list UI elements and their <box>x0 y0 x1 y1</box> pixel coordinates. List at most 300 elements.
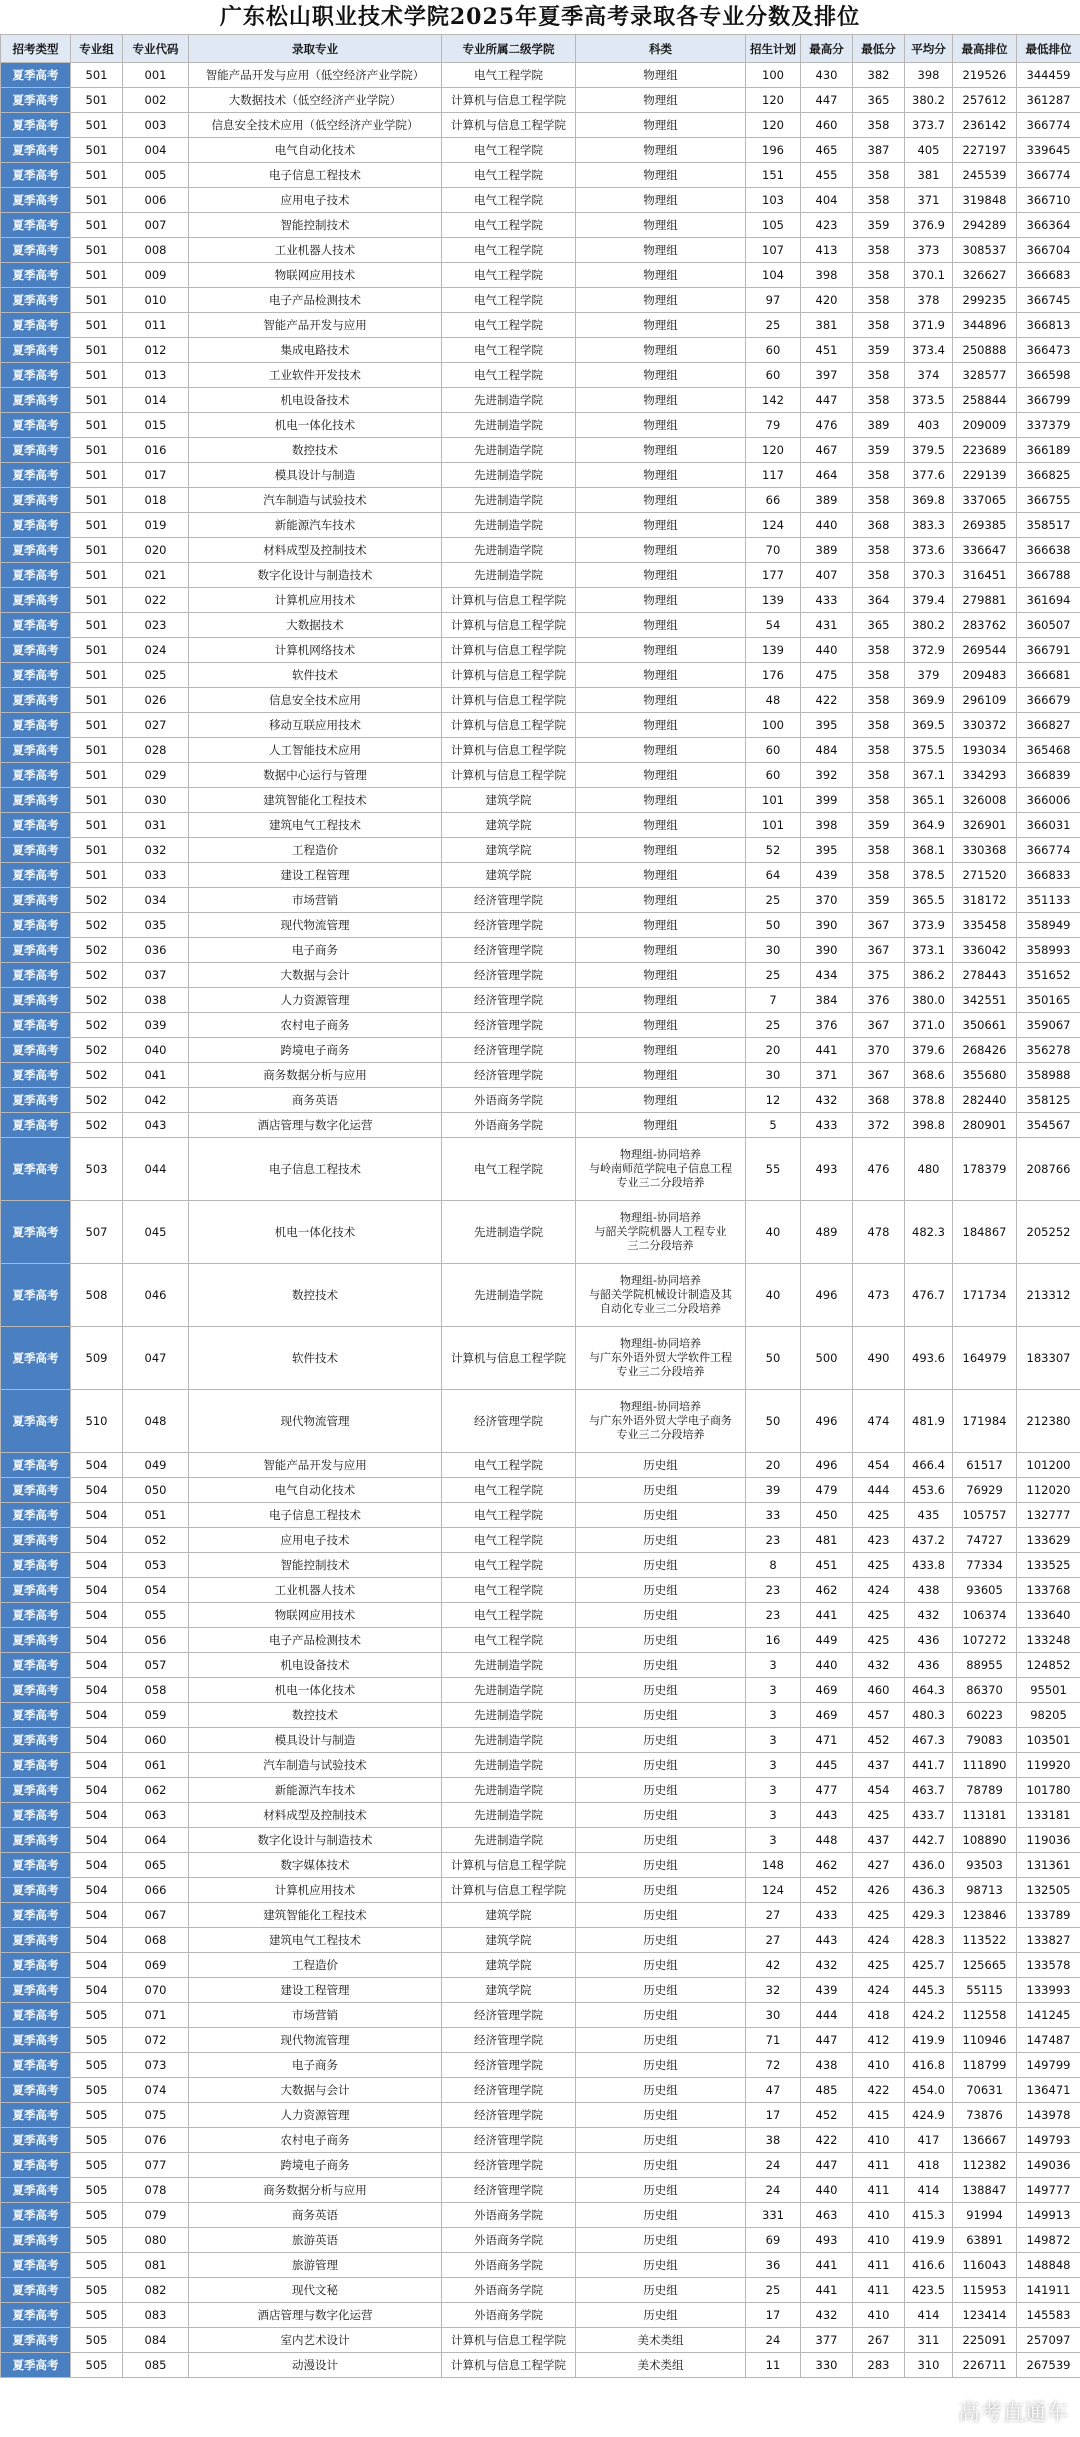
track-cell: 历史组 <box>576 2253 746 2278</box>
plan-cell: 3 <box>746 1678 801 1703</box>
avg-score-cell: 481.9 <box>905 1390 953 1453</box>
table-row <box>1 1828 1080 1853</box>
type-cell: 夏季高考 <box>1 113 71 138</box>
group-cell: 501 <box>71 63 123 88</box>
type-cell: 夏季高考 <box>1 488 71 513</box>
plan-cell: 97 <box>746 288 801 313</box>
plan-cell: 101 <box>746 813 801 838</box>
major-cell: 计算机应用技术 <box>189 1878 442 1903</box>
max-rank-cell: 55115 <box>953 1978 1017 2003</box>
table-row <box>1 313 1080 338</box>
avg-score-cell: 383.3 <box>905 513 953 538</box>
max-score-cell: 469 <box>801 1703 853 1728</box>
avg-score-cell: 310 <box>905 2353 953 2378</box>
avg-score-cell: 424.9 <box>905 2103 953 2128</box>
plan-cell: 120 <box>746 113 801 138</box>
plan-cell: 124 <box>746 513 801 538</box>
college-cell: 计算机与信息工程学院 <box>442 88 576 113</box>
group-cell: 502 <box>71 1013 123 1038</box>
plan-cell: 24 <box>746 2178 801 2203</box>
min-score-cell: 389 <box>853 413 905 438</box>
header-cell: 录取专业 <box>189 35 442 63</box>
min-rank-cell: 101200 <box>1017 1453 1080 1478</box>
major-cell: 工业机器人技术 <box>189 238 442 263</box>
max-rank-cell: 78789 <box>953 1778 1017 1803</box>
avg-score-cell: 414 <box>905 2178 953 2203</box>
table-row <box>1 1678 1080 1703</box>
table-row <box>1 2153 1080 2178</box>
type-cell: 夏季高考 <box>1 138 71 163</box>
table-row <box>1 1628 1080 1653</box>
college-cell: 先进制造学院 <box>442 463 576 488</box>
major-cell: 商务英语 <box>189 1088 442 1113</box>
code-cell: 057 <box>123 1653 189 1678</box>
track-cell: 历史组 <box>576 1553 746 1578</box>
group-cell: 505 <box>71 2353 123 2378</box>
track-cell: 物理组-协同培养 与韶关学院机械设计制造及其 自动化专业三二分段培养 <box>576 1264 746 1327</box>
major-cell: 商务数据分析与应用 <box>189 2178 442 2203</box>
min-rank-cell: 351652 <box>1017 963 1080 988</box>
min-score-cell: 437 <box>853 1828 905 1853</box>
group-cell: 501 <box>71 563 123 588</box>
table-row <box>1 1928 1080 1953</box>
plan-cell: 105 <box>746 213 801 238</box>
college-cell: 计算机与信息工程学院 <box>442 113 576 138</box>
college-cell: 先进制造学院 <box>442 538 576 563</box>
min-score-cell: 370 <box>853 1038 905 1063</box>
min-rank-cell: 366833 <box>1017 863 1080 888</box>
max-score-cell: 433 <box>801 1903 853 1928</box>
group-cell: 501 <box>71 738 123 763</box>
min-rank-cell: 147487 <box>1017 2028 1080 2053</box>
track-cell: 历史组 <box>576 2053 746 2078</box>
max-score-cell: 465 <box>801 138 853 163</box>
max-rank-cell: 227197 <box>953 138 1017 163</box>
avg-score-cell: 374 <box>905 363 953 388</box>
max-score-cell: 404 <box>801 188 853 213</box>
group-cell: 502 <box>71 913 123 938</box>
min-rank-cell: 267539 <box>1017 2353 1080 2378</box>
type-cell: 夏季高考 <box>1 638 71 663</box>
major-cell: 汽车制造与试验技术 <box>189 488 442 513</box>
avg-score-cell: 378.5 <box>905 863 953 888</box>
code-cell: 070 <box>123 1978 189 2003</box>
major-cell: 现代物流管理 <box>189 2028 442 2053</box>
max-score-cell: 444 <box>801 2003 853 2028</box>
min-rank-cell: 366189 <box>1017 438 1080 463</box>
min-rank-cell: 149036 <box>1017 2153 1080 2178</box>
min-score-cell: 358 <box>853 738 905 763</box>
group-cell: 502 <box>71 938 123 963</box>
min-rank-cell: 119920 <box>1017 1753 1080 1778</box>
track-cell: 物理组 <box>576 138 746 163</box>
plan-cell: 66 <box>746 488 801 513</box>
college-cell: 计算机与信息工程学院 <box>442 1853 576 1878</box>
college-cell: 电气工程学院 <box>442 1478 576 1503</box>
major-cell: 商务英语 <box>189 2203 442 2228</box>
max-rank-cell: 112382 <box>953 2153 1017 2178</box>
table-row <box>1 838 1080 863</box>
college-cell: 先进制造学院 <box>442 388 576 413</box>
min-score-cell: 367 <box>853 1063 905 1088</box>
group-cell: 504 <box>71 1803 123 1828</box>
college-cell: 计算机与信息工程学院 <box>442 2328 576 2353</box>
code-cell: 003 <box>123 113 189 138</box>
college-cell: 外语商务学院 <box>442 2278 576 2303</box>
plan-cell: 196 <box>746 138 801 163</box>
max-score-cell: 439 <box>801 1978 853 2003</box>
plan-cell: 142 <box>746 388 801 413</box>
track-cell: 物理组-协同培养 与岭南师范学院电子信息工程 专业三二分段培养 <box>576 1138 746 1201</box>
table-body <box>1 63 1080 2378</box>
min-rank-cell: 359067 <box>1017 1013 1080 1038</box>
track-cell: 历史组 <box>576 2128 746 2153</box>
group-cell: 504 <box>71 1728 123 1753</box>
avg-score-cell: 433.7 <box>905 1803 953 1828</box>
plan-cell: 69 <box>746 2228 801 2253</box>
college-cell: 先进制造学院 <box>442 1828 576 1853</box>
plan-cell: 39 <box>746 1478 801 1503</box>
table-row <box>1 238 1080 263</box>
min-rank-cell: 133629 <box>1017 1528 1080 1553</box>
college-cell: 电气工程学院 <box>442 1603 576 1628</box>
max-rank-cell: 355680 <box>953 1063 1017 1088</box>
type-cell: 夏季高考 <box>1 263 71 288</box>
track-cell: 物理组 <box>576 638 746 663</box>
plan-cell: 3 <box>746 1803 801 1828</box>
max-rank-cell: 70631 <box>953 2078 1017 2103</box>
major-cell: 物联网应用技术 <box>189 263 442 288</box>
min-rank-cell: 141911 <box>1017 2278 1080 2303</box>
major-cell: 酒店管理与数字化运营 <box>189 1113 442 1138</box>
track-cell: 物理组 <box>576 813 746 838</box>
type-cell: 夏季高考 <box>1 2228 71 2253</box>
group-cell: 501 <box>71 263 123 288</box>
college-cell: 先进制造学院 <box>442 1201 576 1264</box>
college-cell: 电气工程学院 <box>442 63 576 88</box>
avg-score-cell: 405 <box>905 138 953 163</box>
max-score-cell: 432 <box>801 1088 853 1113</box>
college-cell: 经济管理学院 <box>442 888 576 913</box>
type-cell: 夏季高考 <box>1 1778 71 1803</box>
avg-score-cell: 379.5 <box>905 438 953 463</box>
plan-cell: 17 <box>746 2103 801 2128</box>
max-score-cell: 452 <box>801 1878 853 1903</box>
min-score-cell: 410 <box>853 2053 905 2078</box>
avg-score-cell: 480 <box>905 1138 953 1201</box>
group-cell: 504 <box>71 1453 123 1478</box>
group-cell: 504 <box>71 1978 123 2003</box>
max-rank-cell: 171984 <box>953 1390 1017 1453</box>
college-cell: 外语商务学院 <box>442 2228 576 2253</box>
max-rank-cell: 73876 <box>953 2103 1017 2128</box>
code-cell: 030 <box>123 788 189 813</box>
max-rank-cell: 209009 <box>953 413 1017 438</box>
group-cell: 504 <box>71 1628 123 1653</box>
header-cell: 专业组 <box>71 35 123 63</box>
code-cell: 031 <box>123 813 189 838</box>
max-score-cell: 432 <box>801 1953 853 1978</box>
type-cell: 夏季高考 <box>1 2203 71 2228</box>
college-cell: 经济管理学院 <box>442 1390 576 1453</box>
min-score-cell: 425 <box>853 1503 905 1528</box>
avg-score-cell: 375.5 <box>905 738 953 763</box>
table-row <box>1 2128 1080 2153</box>
min-rank-cell: 148848 <box>1017 2253 1080 2278</box>
max-rank-cell: 336042 <box>953 938 1017 963</box>
plan-cell: 176 <box>746 663 801 688</box>
type-cell: 夏季高考 <box>1 63 71 88</box>
min-rank-cell: 366031 <box>1017 813 1080 838</box>
group-cell: 501 <box>71 163 123 188</box>
max-score-cell: 484 <box>801 738 853 763</box>
min-rank-cell: 366683 <box>1017 263 1080 288</box>
max-score-cell: 441 <box>801 1038 853 1063</box>
table-row <box>1 188 1080 213</box>
min-rank-cell: 365468 <box>1017 738 1080 763</box>
avg-score-cell: 386.2 <box>905 963 953 988</box>
min-rank-cell: 133789 <box>1017 1903 1080 1928</box>
max-rank-cell: 337065 <box>953 488 1017 513</box>
header-cell: 科类 <box>576 35 746 63</box>
max-rank-cell: 123414 <box>953 2303 1017 2328</box>
min-score-cell: 425 <box>853 1603 905 1628</box>
max-score-cell: 485 <box>801 2078 853 2103</box>
table-row <box>1 863 1080 888</box>
table-row <box>1 1703 1080 1728</box>
max-score-cell: 455 <box>801 163 853 188</box>
avg-score-cell: 467.3 <box>905 1728 953 1753</box>
table-row <box>1 513 1080 538</box>
type-cell: 夏季高考 <box>1 1678 71 1703</box>
plan-cell: 50 <box>746 1390 801 1453</box>
major-cell: 机电设备技术 <box>189 1653 442 1678</box>
avg-score-cell: 381 <box>905 163 953 188</box>
track-cell: 历史组 <box>576 1603 746 1628</box>
major-cell: 工业软件开发技术 <box>189 363 442 388</box>
college-cell: 建筑学院 <box>442 838 576 863</box>
plan-cell: 47 <box>746 2078 801 2103</box>
max-score-cell: 489 <box>801 1201 853 1264</box>
code-cell: 055 <box>123 1603 189 1628</box>
table-row <box>1 1013 1080 1038</box>
min-rank-cell: 354567 <box>1017 1113 1080 1138</box>
code-cell: 033 <box>123 863 189 888</box>
track-cell: 历史组 <box>576 1728 746 1753</box>
college-cell: 经济管理学院 <box>442 2178 576 2203</box>
min-score-cell: 368 <box>853 1088 905 1113</box>
min-score-cell: 359 <box>853 813 905 838</box>
min-rank-cell: 337379 <box>1017 413 1080 438</box>
avg-score-cell: 476.7 <box>905 1264 953 1327</box>
code-cell: 023 <box>123 613 189 638</box>
code-cell: 021 <box>123 563 189 588</box>
type-cell: 夏季高考 <box>1 513 71 538</box>
group-cell: 505 <box>71 2278 123 2303</box>
plan-cell: 30 <box>746 1063 801 1088</box>
min-rank-cell: 339645 <box>1017 138 1080 163</box>
track-cell: 物理组 <box>576 663 746 688</box>
code-cell: 078 <box>123 2178 189 2203</box>
min-score-cell: 358 <box>853 713 905 738</box>
max-score-cell: 447 <box>801 2153 853 2178</box>
type-cell: 夏季高考 <box>1 438 71 463</box>
min-score-cell: 424 <box>853 1578 905 1603</box>
code-cell: 073 <box>123 2053 189 2078</box>
min-score-cell: 460 <box>853 1678 905 1703</box>
code-cell: 061 <box>123 1753 189 1778</box>
min-score-cell: 358 <box>853 313 905 338</box>
max-rank-cell: 219526 <box>953 63 1017 88</box>
track-cell: 历史组 <box>576 1928 746 1953</box>
college-cell: 电气工程学院 <box>442 363 576 388</box>
plan-cell: 16 <box>746 1628 801 1653</box>
major-cell: 跨境电子商务 <box>189 1038 442 1063</box>
group-cell: 501 <box>71 838 123 863</box>
table-row <box>1 563 1080 588</box>
code-cell: 014 <box>123 388 189 413</box>
plan-cell: 17 <box>746 2303 801 2328</box>
max-score-cell: 496 <box>801 1390 853 1453</box>
type-cell: 夏季高考 <box>1 788 71 813</box>
code-cell: 001 <box>123 63 189 88</box>
group-cell: 501 <box>71 188 123 213</box>
avg-score-cell: 466.4 <box>905 1453 953 1478</box>
min-score-cell: 425 <box>853 1803 905 1828</box>
max-score-cell: 389 <box>801 538 853 563</box>
code-cell: 039 <box>123 1013 189 1038</box>
max-score-cell: 407 <box>801 563 853 588</box>
min-score-cell: 410 <box>853 2128 905 2153</box>
max-score-cell: 420 <box>801 288 853 313</box>
major-cell: 人工智能技术应用 <box>189 738 442 763</box>
min-score-cell: 372 <box>853 1113 905 1138</box>
college-cell: 先进制造学院 <box>442 563 576 588</box>
max-rank-cell: 123846 <box>953 1903 1017 1928</box>
track-cell: 物理组 <box>576 288 746 313</box>
type-cell: 夏季高考 <box>1 163 71 188</box>
track-cell: 物理组 <box>576 488 746 513</box>
college-cell: 计算机与信息工程学院 <box>442 2353 576 2378</box>
avg-score-cell: 373.5 <box>905 388 953 413</box>
max-score-cell: 500 <box>801 1327 853 1390</box>
table-row <box>1 1264 1080 1327</box>
max-score-cell: 493 <box>801 2228 853 2253</box>
group-cell: 501 <box>71 513 123 538</box>
min-score-cell: 358 <box>853 688 905 713</box>
group-cell: 504 <box>71 1878 123 1903</box>
track-cell: 物理组 <box>576 1113 746 1138</box>
max-rank-cell: 63891 <box>953 2228 1017 2253</box>
type-cell: 夏季高考 <box>1 88 71 113</box>
table-row <box>1 1803 1080 1828</box>
college-cell: 经济管理学院 <box>442 2028 576 2053</box>
min-score-cell: 358 <box>853 263 905 288</box>
max-rank-cell: 93503 <box>953 1853 1017 1878</box>
min-score-cell: 365 <box>853 613 905 638</box>
max-score-cell: 460 <box>801 113 853 138</box>
min-rank-cell: 112020 <box>1017 1478 1080 1503</box>
max-score-cell: 496 <box>801 1453 853 1478</box>
min-rank-cell: 366638 <box>1017 538 1080 563</box>
college-cell: 建筑学院 <box>442 1978 576 2003</box>
code-cell: 079 <box>123 2203 189 2228</box>
table-row <box>1 888 1080 913</box>
max-score-cell: 430 <box>801 63 853 88</box>
max-score-cell: 443 <box>801 1928 853 1953</box>
max-rank-cell: 319848 <box>953 188 1017 213</box>
plan-cell: 151 <box>746 163 801 188</box>
code-cell: 056 <box>123 1628 189 1653</box>
track-cell: 物理组 <box>576 513 746 538</box>
min-score-cell: 367 <box>853 1013 905 1038</box>
plan-cell: 100 <box>746 713 801 738</box>
major-cell: 建筑智能化工程技术 <box>189 1903 442 1928</box>
track-cell: 历史组 <box>576 1478 746 1503</box>
group-cell: 501 <box>71 588 123 613</box>
max-score-cell: 493 <box>801 1138 853 1201</box>
max-score-cell: 448 <box>801 1828 853 1853</box>
major-cell: 物联网应用技术 <box>189 1603 442 1628</box>
track-cell: 历史组 <box>576 1828 746 1853</box>
avg-score-cell: 419.9 <box>905 2028 953 2053</box>
college-cell: 经济管理学院 <box>442 963 576 988</box>
major-cell: 计算机应用技术 <box>189 588 442 613</box>
min-rank-cell: 124852 <box>1017 1653 1080 1678</box>
code-cell: 067 <box>123 1903 189 1928</box>
major-cell: 机电一体化技术 <box>189 413 442 438</box>
type-cell: 夏季高考 <box>1 1063 71 1088</box>
track-cell: 物理组 <box>576 588 746 613</box>
code-cell: 083 <box>123 2303 189 2328</box>
plan-cell: 107 <box>746 238 801 263</box>
min-score-cell: 418 <box>853 2003 905 2028</box>
plan-cell: 24 <box>746 2153 801 2178</box>
min-score-cell: 368 <box>853 513 905 538</box>
major-cell: 移动互联应用技术 <box>189 713 442 738</box>
table-row <box>1 613 1080 638</box>
type-cell: 夏季高考 <box>1 613 71 638</box>
min-rank-cell: 358993 <box>1017 938 1080 963</box>
major-cell: 室内艺术设计 <box>189 2328 442 2353</box>
table-row <box>1 263 1080 288</box>
track-cell: 物理组 <box>576 88 746 113</box>
group-cell: 501 <box>71 863 123 888</box>
type-cell: 夏季高考 <box>1 1728 71 1753</box>
group-cell: 501 <box>71 538 123 563</box>
max-score-cell: 451 <box>801 338 853 363</box>
avg-score-cell: 398 <box>905 63 953 88</box>
major-cell: 现代物流管理 <box>189 1390 442 1453</box>
table-row <box>1 1063 1080 1088</box>
plan-cell: 24 <box>746 2328 801 2353</box>
code-cell: 016 <box>123 438 189 463</box>
min-score-cell: 410 <box>853 2203 905 2228</box>
college-cell: 经济管理学院 <box>442 913 576 938</box>
min-rank-cell: 366839 <box>1017 763 1080 788</box>
min-score-cell: 358 <box>853 288 905 313</box>
college-cell: 外语商务学院 <box>442 1113 576 1138</box>
track-cell: 物理组 <box>576 213 746 238</box>
group-cell: 504 <box>71 1553 123 1578</box>
table-row <box>1 388 1080 413</box>
min-rank-cell: 149913 <box>1017 2203 1080 2228</box>
major-cell: 旅游英语 <box>189 2228 442 2253</box>
code-cell: 046 <box>123 1264 189 1327</box>
min-score-cell: 358 <box>853 663 905 688</box>
code-cell: 036 <box>123 938 189 963</box>
major-cell: 电子产品检测技术 <box>189 1628 442 1653</box>
